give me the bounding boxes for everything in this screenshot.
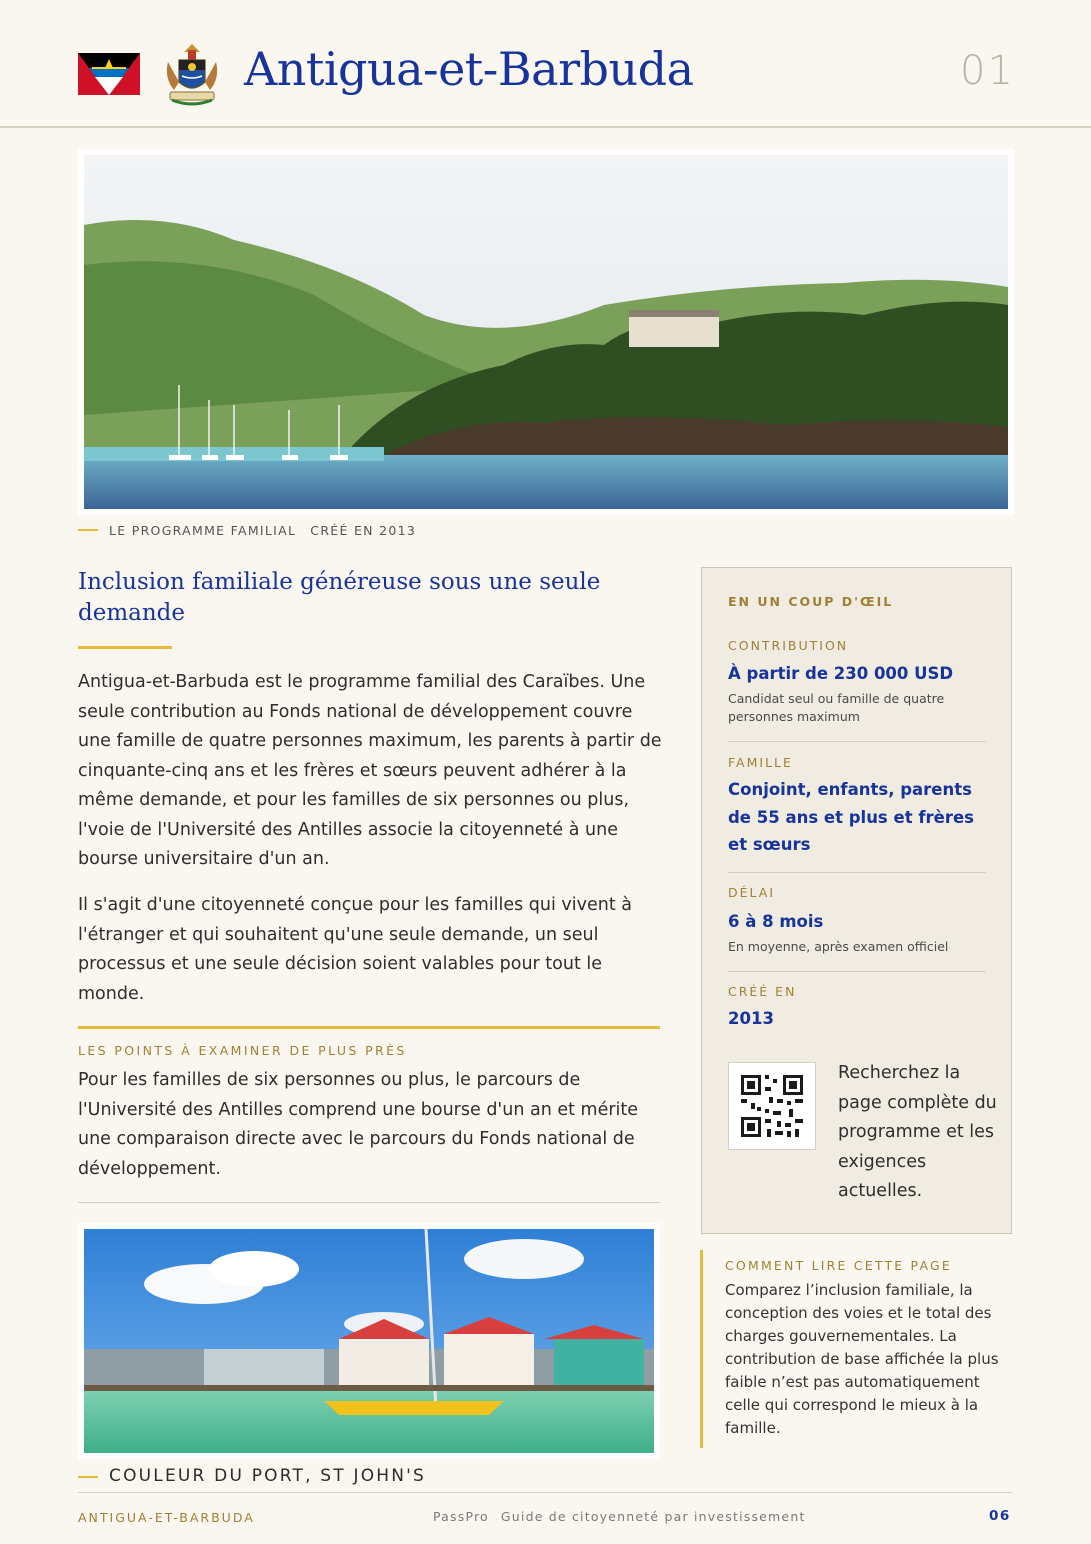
footer-country: ANTIGUA-ET-BARBUDA: [78, 1510, 255, 1525]
chapter-number: 01: [960, 48, 1015, 94]
footer-guide-title: Guide de citoyenneté par investissement: [500, 1509, 806, 1524]
glance-divider: [728, 872, 986, 873]
section-divider: [78, 1202, 660, 1203]
st-johns-harbour-photo: [84, 1229, 654, 1453]
closer-label: LES POINTS À EXAMINER DE PLUS PRÈS: [78, 1043, 407, 1058]
guide-accent-bar: [700, 1250, 703, 1448]
family-value: Conjoint, enfants, parents de 55 ans et plus et frères et sœurs: [728, 780, 974, 854]
created-label: CRÉÉ EN: [728, 984, 797, 999]
caption-dash: [78, 1476, 98, 1478]
family-label: FAMILLE: [728, 755, 793, 770]
article-headline: Inclusion familiale généreuse sous une seule demande: [78, 569, 601, 626]
glance-divider: [728, 741, 986, 742]
footer-brand: PassPro: [433, 1509, 489, 1524]
hero-caption: [109, 523, 416, 538]
guide-text: Comparez l’inclusion familiale, la conception des voies et le total des charges gouvernementales. La contribution de base affichée la plus faible n’est pas automatiquement celle qui correspond le mieux à la famille.: [725, 1281, 999, 1437]
delay-label: DÉLAI: [728, 885, 776, 900]
created-value: 2013: [728, 1009, 774, 1028]
caption-dash: [78, 529, 98, 531]
closer-divider: [78, 1026, 660, 1029]
delay-note: En moyenne, après examen officiel: [728, 939, 949, 954]
footer-divider: [78, 1492, 1012, 1493]
intro-paragraph: Antigua-et-Barbuda est le programme familial des Caraïbes. Une seule contribution au Fonds national de développement couvre une famille de quatre personnes maximum, les parents à partir de cinquante-cinq ans et les frères et sœurs peuvent adhérer à la même demande, et pour les familles de six personnes ou plus, l'voie de l'Université des Antilles associe la citoyenneté à une bourse universitaire d'un an.: [78, 672, 662, 869]
header-divider: [0, 126, 1091, 128]
contribution-note: Candidat seul ou famille de quatre personnes maximum: [728, 691, 945, 724]
caption-year: CRÉÉ EN 2013: [310, 523, 417, 538]
footer-page-number: 06: [989, 1508, 1011, 1524]
island-coastline-with-sailboats-photo: [84, 155, 1008, 509]
antigua-barbuda-flag-icon: [78, 53, 140, 95]
delay-value: 6 à 8 mois: [728, 912, 824, 931]
footer-publication: [433, 1509, 806, 1524]
family-paragraph: Il s'agit d'une citoyenneté conçue pour les familles qui vivent à l'étranger et qui souhaitent qu'une seule demande, un seul processus et une seule décision soient valables pour tout le monde.: [78, 895, 632, 1004]
page-title: Antigua-et-Barbuda: [244, 42, 694, 96]
qr-instructions: Recherchez la page complète du programme et les exigences actuelles.: [838, 1063, 997, 1201]
contribution-label: CONTRIBUTION: [728, 638, 849, 653]
coat-of-arms-icon: [162, 42, 222, 108]
closer-text: Pour les familles de six personnes ou plus, le parcours de l'Université des Antilles comprend une bourse d'un an et mérite une comparaison directe avec le parcours du Fonds national de développement.: [78, 1070, 639, 1179]
caption-program: LE PROGRAMME FAMILIAL: [109, 523, 297, 538]
guide-label: COMMENT LIRE CETTE PAGE: [725, 1258, 953, 1273]
harbour-caption: COULEUR DU PORT, ST JOHN'S: [109, 1466, 427, 1486]
contribution-value: À partir de 230 000 USD: [728, 664, 954, 683]
glance-title: EN UN COUP D'ŒIL: [728, 594, 894, 609]
at-a-glance-panel: [701, 567, 1012, 1234]
qr-code-icon[interactable]: [728, 1062, 816, 1150]
headline-underline: [78, 646, 172, 649]
glance-divider: [728, 971, 986, 972]
